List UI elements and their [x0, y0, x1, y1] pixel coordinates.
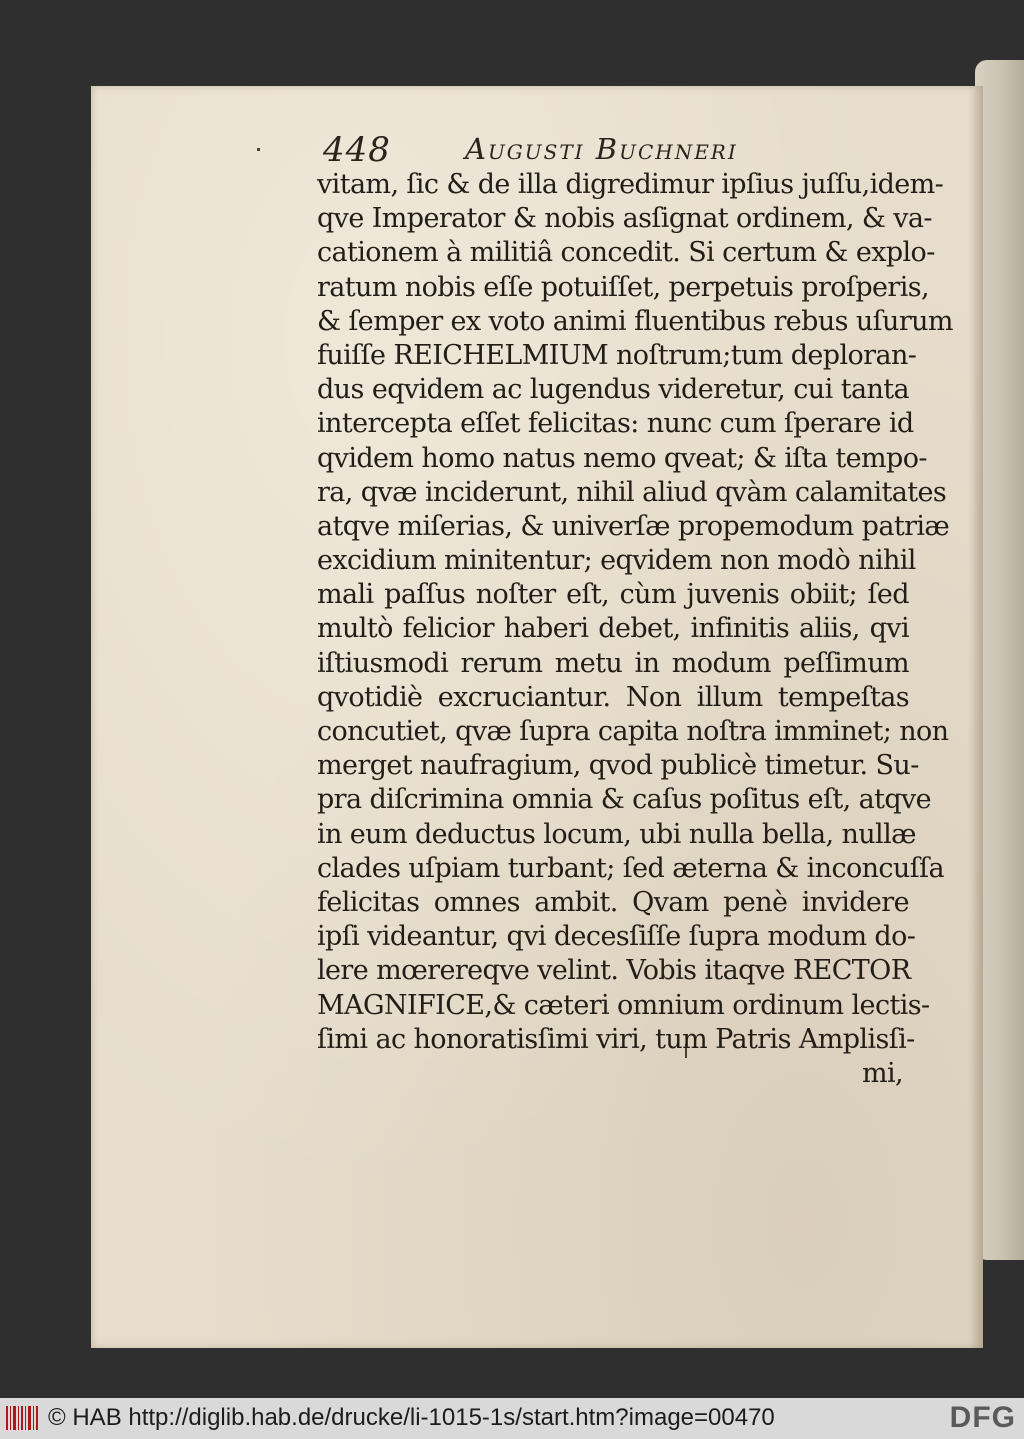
text-line: dus eqvidem ac lugendus videretur, cui tanta	[317, 374, 909, 406]
page-number: 448	[323, 130, 391, 170]
text-line: iſtiusmodi rerum metu in modum peſſimum	[317, 647, 909, 679]
text-line: ra, qvæ inciderunt, nihil aliud qvàm calamitates	[317, 476, 947, 508]
text-line: multò felicior haberi debet, infinitis aliis, qvi	[317, 613, 909, 645]
page-gutter-shadow	[969, 86, 983, 1348]
text-line: fuiſſe REICHELMIUM noſtrum;tum deploran-	[317, 339, 917, 371]
text-line: mali paſſus noſter eſt, cùm juvenis obiit; ſed	[317, 579, 909, 611]
text-line: ipſi videantur, qvi decesſiſſe ſupra modum do-	[317, 921, 916, 953]
dfg-logo: DFG	[949, 1401, 1016, 1434]
text-line: qvidem homo natus nemo qveat; & iſta tempo-	[317, 442, 927, 474]
text-line: clades uſpiam turbant; ſed æterna & inconcuſſa	[317, 852, 945, 884]
text-line: qve Imperator & nobis asſignat ordinem, & va-	[317, 203, 932, 235]
copyright-link[interactable]: © HAB http://diglib.hab.de/drucke/li-1015-1s/start.htm?image=00470	[48, 1404, 775, 1431]
footer-bar	[0, 1398, 1024, 1439]
running-title: Augusti Buchneri	[465, 132, 738, 166]
text-line: qvotidiè excruciantur. Non illum tempeſtas	[317, 681, 909, 713]
text-line: intercepta eſſet felicitas: nunc cum ſperare id	[317, 408, 914, 440]
text-line: in eum deductus locum, ubi nulla bella, nullæ	[317, 818, 916, 850]
text-line: atqve miſerias, & univerſæ propemodum patriæ	[317, 510, 950, 542]
text-line: vitam, ſic & de illa digredimur ipſius juſſu,idem-	[317, 169, 944, 200]
text-line: lere mœrereqve velint. Vobis itaqve RECTOR	[317, 955, 911, 987]
text-line: cationem à militiâ concedit. Si certum & explo-	[317, 237, 935, 269]
text-line: ſimi ac honoratisſimi viri, tum Patris Amplisſi-	[317, 1023, 915, 1055]
text-line: felicitas omnes ambit. Qvam penè invidere	[317, 886, 909, 918]
body-text	[317, 168, 953, 1091]
text-line: merget naufragium, qvod publicè timetur. Su-	[317, 750, 919, 782]
text-line: & ſemper ex voto animi fluentibus rebus uſurum	[317, 305, 953, 337]
text-line: excidium minitentur; eqvidem non modò nihil	[317, 545, 916, 577]
text-line: pra diſcrimina omnia & caſus poſitus eſt, atqve	[317, 784, 932, 816]
barcode-icon	[6, 1404, 40, 1432]
text-line: MAGNIFICE,& cæteri omnium ordinum lectis-	[317, 989, 930, 1021]
catchword: mi,	[861, 1057, 903, 1089]
text-line: ratum nobis eſſe potuiſſet, perpetuis proſperis,	[317, 271, 929, 303]
ink-speck	[257, 148, 260, 151]
text-line: concutiet, qvæ ſupra capita noſtra imminet; non	[317, 716, 949, 747]
